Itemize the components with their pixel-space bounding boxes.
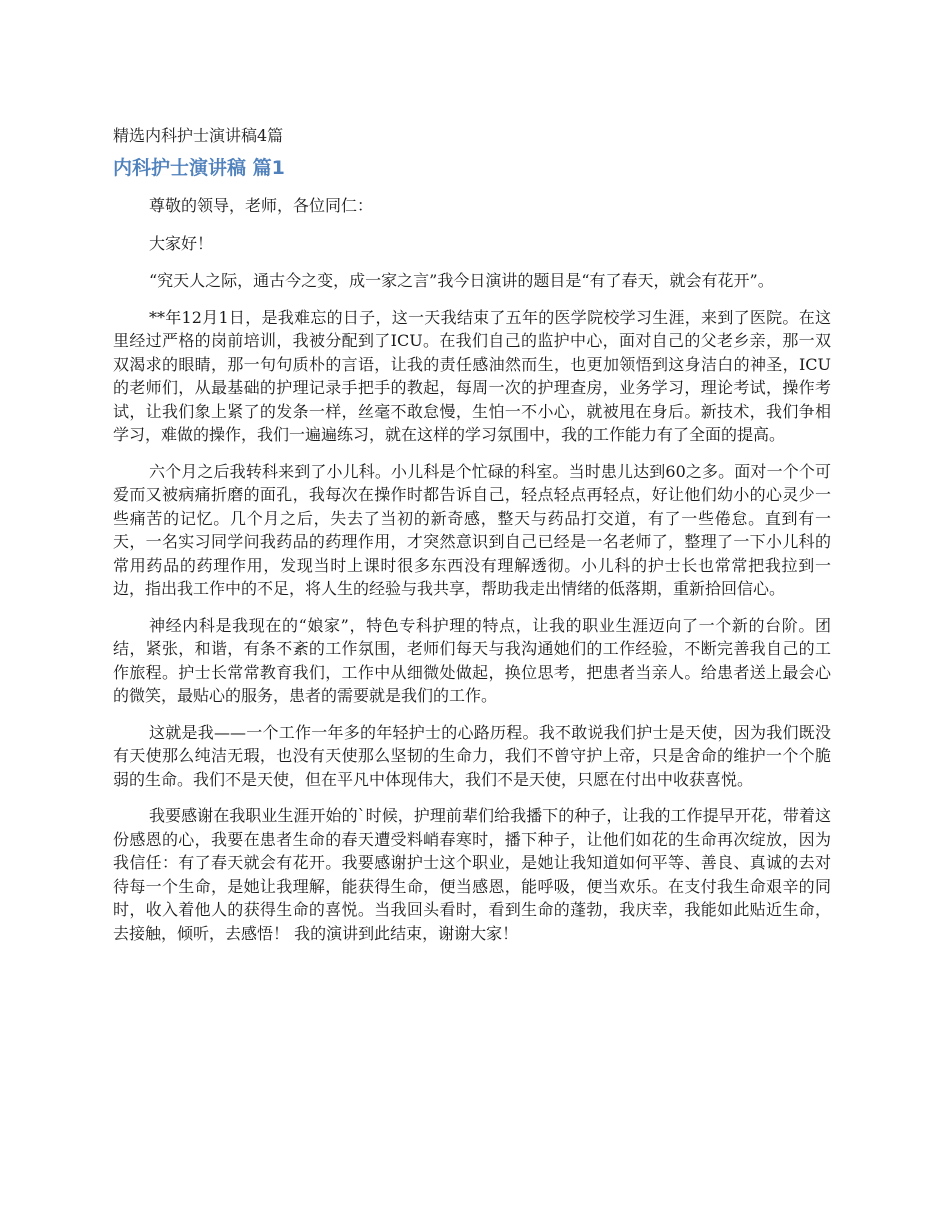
reflection-paragraph: 这就是我——一个工作一年多的年轻护士的心路历程。我不敢说我们护士是天使，因为我们既没有天使那么纯洁无瑕，也没有天使那么坚韧的生命力，我们不曾守护上帝，只是舍命的维护一个个脆弱的生命。我们不是天使，但在平凡中体现伟大，我们不是天使，只愿在付出中收获喜悦。: [113, 722, 831, 789]
salutation-paragraph: 尊敬的领导，老师，各位同仁：: [149, 196, 374, 215]
icu-experience-paragraph: **年12月1日，是我难忘的日子，这一天我结束了五年的医学院校学习生涯，来到了医院。在这里经过严格的岗前培训，我被分配到了ICU。在我们自己的监护中心，面对自己的父老乡亲，那一双双渴求的眼睛，那一句句质朴的言语，让我的责任感油然而生，也更加领悟到这身洁白的神圣，ICU的老师们，从最基础的护理记录手把手的教起，每周一次的护理查房，业务学习，理论考试，操作考试，让我们象上紧了的发条一样，丝毫不敢怠慢，生怕一不小心，就被甩在身后。新技术，我们争相学习，难做的操作，我们一遍遍练习，就在这样的学习氛围中，我的工作能力有了全面的提高。: [113, 307, 831, 444]
section-heading: 内科护士演讲稿 篇1: [113, 157, 285, 179]
document-title: 精选内科护士演讲稿4篇: [113, 126, 284, 145]
closing-paragraph: 我要感谢在我职业生涯开始的`时候，护理前辈们给我播下的种子，让我的工作提早开花，带着这份感恩的心，我要在患者生命的春天遭受料峭春寒时，播下种子，让他们如花的生命再次绽放，因为我信任：有了春天就会有花开。我要感谢护士这个职业，是她让我知道如何平等、善良、真诚的去对待每一个生命，是她让我理解，能获得生命，便当感恩，能呼吸，便当欢乐。在支付我生命艰辛的同时，收入着他人的获得生命的喜悦。当我回头看时，看到生命的蓬勃，我庆幸，我能如此贴近生命，去接触，倾听，去感悟！ 我的演讲到此结束，谢谢大家！: [113, 806, 831, 943]
pediatrics-experience-paragraph: 六个月之后我转科来到了小儿科。小儿科是个忙碌的科室。当时患儿达到60之多。面对一个个可爱而又被病痛折磨的面孔，我每次在操作时都告诉自己，轻点轻点再轻点，好让他们幼小的心灵少一些痛苦的记忆。几个月之后，失去了当初的新奇感，整天与药品打交道，有了一些倦怠。直到有一天，一名实习同学问我药品的药理作用，才突然意识到自己已经是一名老师了，整理了一下小儿科的常用药品的药理作用，发现当时上课时很多东西没有理解透彻。小儿科的护士长也常常把我拉到一边，指出我工作中的不足，将人生的经验与我共享，帮助我走出情绪的低落期，重新拾回信心。: [113, 461, 831, 598]
speech-topic-paragraph: “究天人之际，通古今之变，成一家之言”我今日演讲的题目是“有了春天，就会有花开”。: [149, 271, 774, 290]
neurology-experience-paragraph: 神经内科是我现在的“娘家”，特色专科护理的特点，让我的职业生涯迈向了一个新的台阶。团结，紧张，和谐，有条不紊的工作氛围，老师们每天与我沟通她们的工作经验，不断完善我自己的工作旅程。护士长常常教育我们，工作中从细微处做起，换位思考，把患者当亲人。给患者送上最会心的微笑，最贴心的服务，患者的需要就是我们的工作。: [113, 615, 831, 705]
greeting-paragraph: 大家好！: [149, 233, 214, 253]
document-body: [113, 124, 831, 958]
